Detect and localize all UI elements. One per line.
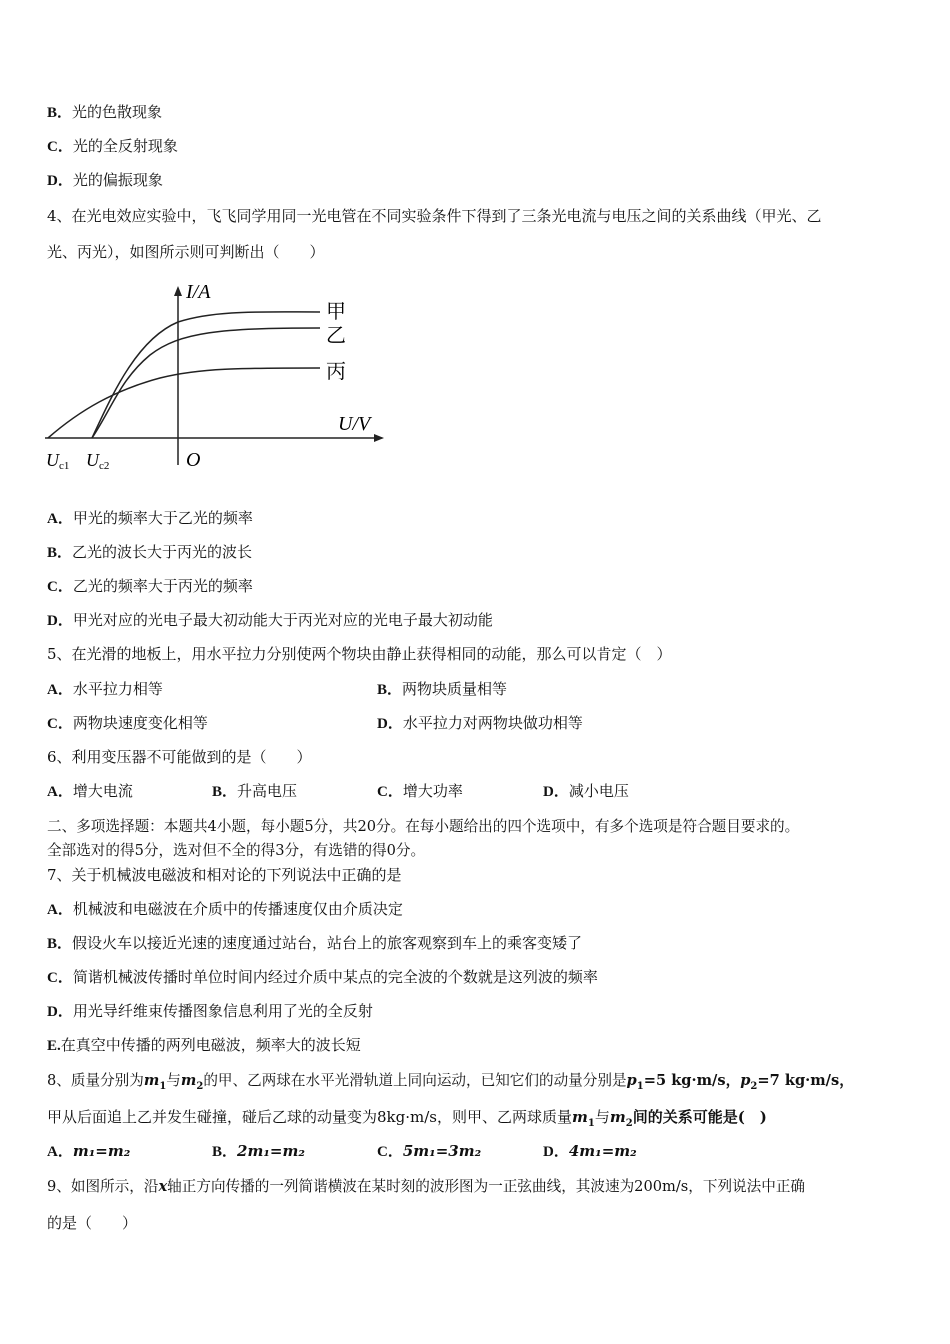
curve-yi — [92, 328, 320, 438]
option-text: 甲光的频率大于乙光的频率 — [72, 509, 253, 527]
curve-bing — [48, 368, 320, 438]
option-label: B． — [212, 784, 238, 800]
y-axis-arrow — [174, 286, 182, 296]
option-text: 2m₁=m₂ — [237, 1142, 305, 1160]
q7-option-e — [47, 1035, 361, 1056]
sub: 1 — [159, 1080, 167, 1092]
q5-option-c — [47, 713, 208, 734]
option-label: B． — [47, 936, 73, 952]
curve-label-yi: 乙 — [326, 325, 346, 347]
q7-stem: 7、关于机械波电磁波和相对论的下列说法中正确的是 — [47, 866, 402, 884]
option-label: B． — [47, 545, 73, 561]
option-text: 4m₁=m₂ — [568, 1142, 637, 1160]
q7-option-d — [47, 1001, 373, 1022]
sub: 2 — [625, 1118, 633, 1129]
option-label: B． — [47, 105, 73, 121]
option-text: 甲光对应的光电子最大初动能大于丙光对应的光电子最大初动能 — [72, 611, 493, 629]
q4-stem-line2: 光、丙光），如图所示则可判断出（ ） — [47, 243, 325, 261]
q4-figure — [40, 280, 390, 475]
q4-option-a — [47, 508, 253, 529]
q8-text: =5 kg·m/s， — [643, 1072, 741, 1089]
option-label: D． — [377, 716, 403, 732]
option-text: 减小电压 — [568, 782, 629, 800]
q8-text: 间的关系可能是( ) — [632, 1108, 767, 1126]
curve-label-bing: 丙 — [326, 361, 346, 383]
option-text: 水平拉力相等 — [72, 680, 163, 698]
option-label: C． — [47, 579, 73, 595]
q6-option-b — [212, 781, 297, 802]
option-label: D． — [543, 1144, 569, 1160]
q7-option-c — [47, 967, 598, 988]
q3-option-b — [47, 102, 162, 123]
q6-option-a — [47, 781, 133, 802]
q4-option-b — [47, 542, 252, 563]
var-p: p — [626, 1072, 637, 1089]
section2-line2: 全部选对的得5分，选对但不全的得3分，有选错的得0分。 — [47, 842, 426, 859]
q5-option-a — [47, 679, 163, 700]
option-label: C． — [47, 139, 73, 155]
option-label: B． — [377, 682, 403, 698]
curve-jia — [92, 312, 320, 438]
option-label: D． — [543, 784, 569, 800]
q8-option-a — [47, 1141, 130, 1162]
sub: 1 — [587, 1118, 595, 1129]
sub: 2 — [750, 1080, 758, 1092]
option-text: 两物块质量相等 — [402, 680, 508, 698]
option-label: C． — [47, 716, 73, 732]
q5-option-d — [377, 713, 583, 734]
option-text: 升高电压 — [237, 782, 298, 800]
option-text: 两物块速度变化相等 — [72, 714, 208, 732]
curve-label-jia: 甲 — [326, 301, 346, 323]
q8-option-b — [212, 1141, 305, 1162]
q4-option-d — [47, 610, 493, 631]
option-label: C． — [47, 970, 73, 986]
q6-stem: 6、利用变压器不可能做到的是（ ） — [47, 748, 312, 766]
q9-text: 轴正方向传播的一列简谐横波在某时刻的波形图为一正弦曲线，其波速为200m/s，下列说法中正确 — [167, 1178, 806, 1195]
option-text: 机械波和电磁波在介质中的传播速度仅由介质决定 — [72, 900, 403, 918]
q8-text: 8、质量分别为 — [47, 1072, 144, 1089]
option-label: D． — [47, 1004, 73, 1020]
q5-option-b — [377, 679, 507, 700]
q6-option-d — [543, 781, 629, 802]
option-text: 在真空中传播的两列电磁波，频率大的波长短 — [60, 1036, 361, 1054]
q8-stem-line2 — [47, 1107, 767, 1134]
option-label: B． — [212, 1144, 238, 1160]
option-label: A． — [47, 682, 73, 698]
var-m: m — [180, 1072, 197, 1089]
option-text: 5m₁=3m₂ — [402, 1142, 482, 1160]
q7-option-a — [47, 899, 403, 920]
option-label: D． — [47, 173, 73, 189]
q8-text: 与 — [594, 1108, 610, 1126]
option-label: A． — [47, 902, 73, 918]
option-text: 光的色散现象 — [72, 103, 163, 121]
q3-option-c — [47, 136, 178, 157]
option-label: C． — [377, 784, 403, 800]
q8-text: 与 — [166, 1072, 181, 1089]
q6-option-c — [377, 781, 463, 802]
option-text: 用光导纤维束传播图象信息利用了光的全反射 — [72, 1002, 373, 1020]
q8-text: 甲从后面追上乙并发生碰撞，碰后乙球的动量变为8kg·m/s，则甲、乙两球质量 — [47, 1108, 572, 1126]
q8-stem-line1 — [47, 1071, 854, 1097]
option-label: A． — [47, 511, 73, 527]
option-text: 增大功率 — [402, 782, 463, 800]
option-text: 简谐机械波传播时单位时间内经过介质中某点的完全波的个数就是这列波的频率 — [72, 968, 598, 986]
uc2-label: Uc2 — [86, 450, 110, 472]
option-text: 乙光的频率大于丙光的频率 — [72, 577, 253, 595]
origin-label: O — [186, 449, 201, 471]
var-m: m — [143, 1072, 160, 1089]
y-axis-label: I/A — [186, 281, 211, 303]
option-label: A． — [47, 784, 73, 800]
option-text: m₁=m₂ — [72, 1142, 131, 1160]
q8-text: 的甲、乙两球在水平光滑轨道上同向运动，已知它们的动量分别是 — [203, 1072, 627, 1089]
x-axis-arrow — [374, 434, 384, 442]
q5-stem: 5、在光滑的地板上，用水平拉力分别使两个物块由静止获得相同的动能，那么可以肯定（ ） — [47, 645, 672, 663]
q9-text: 9、如图所示，沿 — [47, 1178, 159, 1195]
q4-stem-line1: 4、在光电效应实验中，飞飞同学用同一光电管在不同实验条件下得到了三条光电流与电压之间的关系曲线（甲光、乙 — [47, 207, 822, 225]
option-label: D． — [47, 613, 73, 629]
uc1-label: Uc1 — [46, 450, 70, 472]
option-label: C． — [377, 1144, 403, 1160]
var-m: m — [609, 1108, 626, 1126]
sub: 2 — [196, 1080, 204, 1092]
q4-option-c — [47, 576, 253, 597]
section2-line1: 二、多项选择题：本题共4小题，每小题5分，共20分。在每小题给出的四个选项中，有多个选项是符合题目要求的。 — [47, 818, 800, 835]
option-text: 假设火车以接近光速的速度通过站台，站台上的旅客观察到车上的乘客变矮了 — [72, 934, 583, 952]
q8-option-d — [543, 1141, 637, 1162]
var-m: m — [571, 1108, 588, 1126]
q8-text: =7 kg·m/s， — [757, 1072, 854, 1089]
option-label: E. — [47, 1038, 61, 1054]
option-text: 光的偏振现象 — [72, 171, 163, 189]
x-axis-label: U/V — [338, 413, 371, 435]
q9-stem-line1 — [47, 1177, 805, 1197]
var-x: x — [158, 1178, 168, 1195]
option-text: 光的全反射现象 — [72, 137, 178, 155]
option-text: 水平拉力对两物块做功相等 — [402, 714, 583, 732]
option-text: 增大电流 — [72, 782, 133, 800]
option-label: A． — [47, 1144, 73, 1160]
option-text: 乙光的波长大于丙光的波长 — [72, 543, 253, 561]
q3-option-d — [47, 170, 163, 191]
var-p: p — [740, 1072, 751, 1089]
q8-option-c — [377, 1141, 481, 1162]
sub: 1 — [636, 1080, 644, 1092]
q9-stem-line2: 的是（ ） — [47, 1214, 138, 1232]
q7-option-b — [47, 933, 582, 954]
